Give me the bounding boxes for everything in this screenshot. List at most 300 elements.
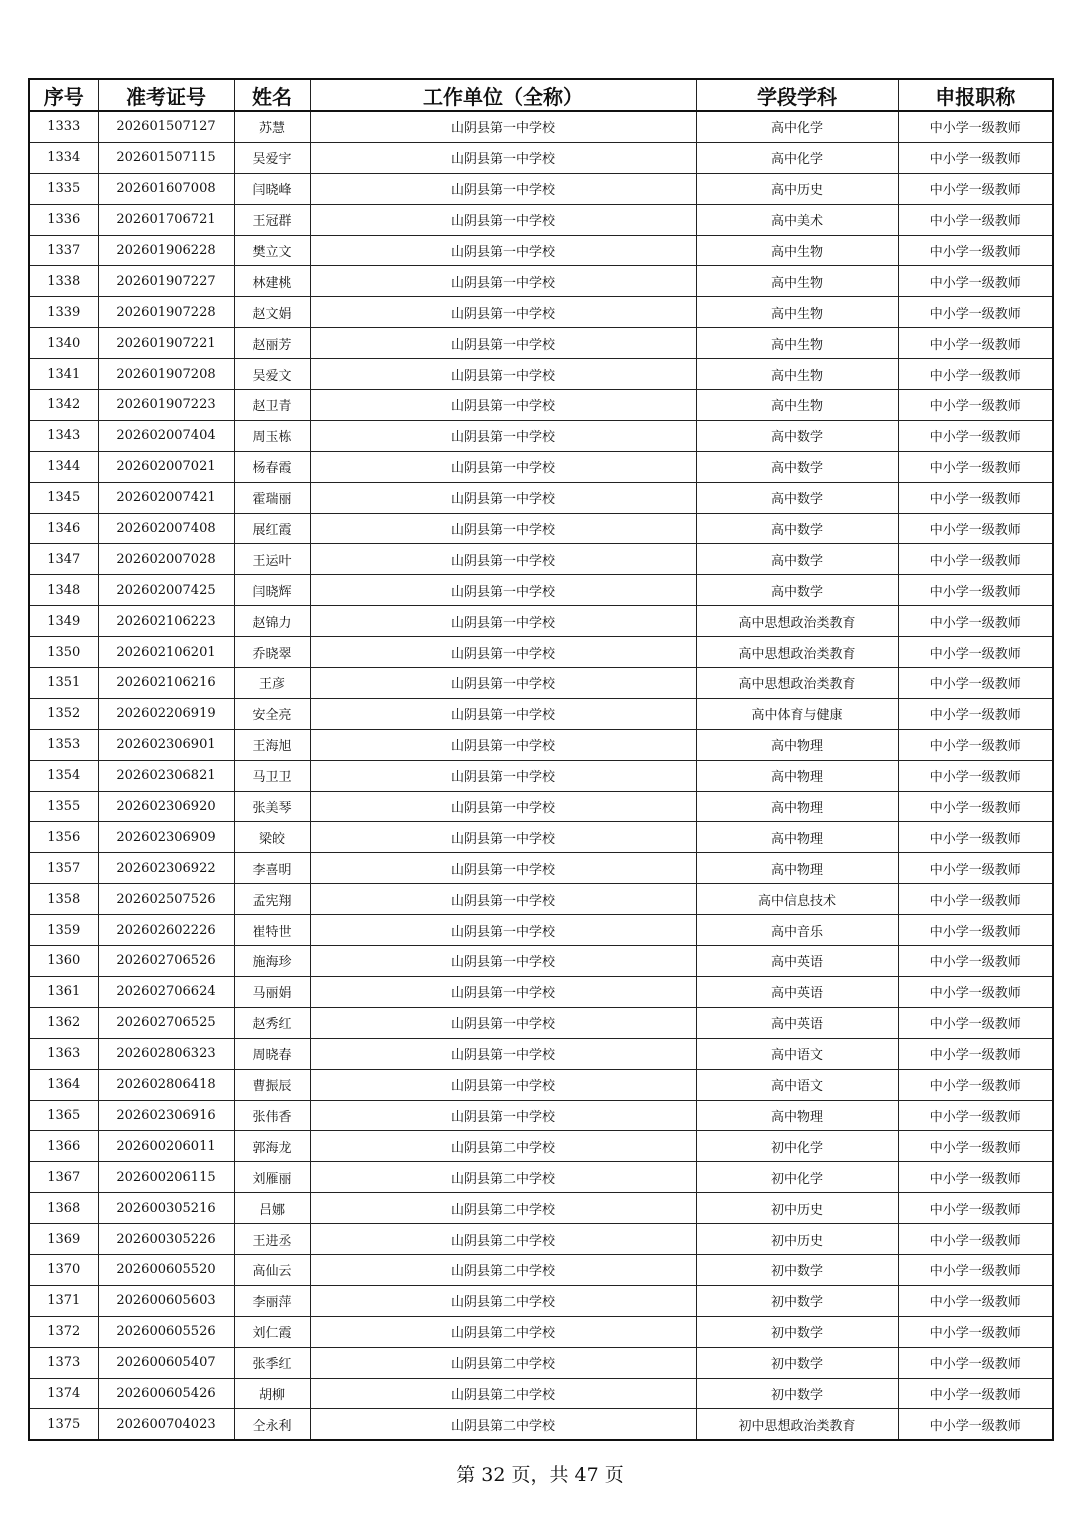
cell-name: 李丽萍 <box>234 1285 310 1316</box>
cell-exam-id: 202602806323 <box>98 1038 234 1069</box>
cell-name: 马卫卫 <box>234 760 310 791</box>
cell-subject: 初中数学 <box>696 1378 898 1409</box>
cell-workplace: 山阴县第一中学校 <box>310 420 696 451</box>
cell-workplace: 山阴县第一中学校 <box>310 513 696 544</box>
cell-index: 1335 <box>29 173 98 204</box>
table-row <box>29 575 1053 606</box>
cell-index: 1348 <box>29 575 98 606</box>
table-body <box>29 111 1053 1440</box>
cell-title: 中小学一级教师 <box>898 359 1053 390</box>
cell-subject: 高中物理 <box>696 1100 898 1131</box>
cell-subject: 高中物理 <box>696 760 898 791</box>
cell-index: 1346 <box>29 513 98 544</box>
cell-index: 1359 <box>29 915 98 946</box>
cell-name: 崔特世 <box>234 915 310 946</box>
cell-title: 中小学一级教师 <box>898 451 1053 482</box>
cell-workplace: 山阴县第一中学校 <box>310 544 696 575</box>
cell-exam-id: 202600605603 <box>98 1285 234 1316</box>
cell-name: 张伟香 <box>234 1100 310 1131</box>
cell-index: 1350 <box>29 637 98 668</box>
cell-subject: 初中数学 <box>696 1316 898 1347</box>
cell-index: 1340 <box>29 328 98 359</box>
cell-name: 赵秀红 <box>234 1007 310 1038</box>
page-footer: 第 32 页，共 47 页 <box>456 1464 624 1486</box>
cell-workplace: 山阴县第一中学校 <box>310 266 696 297</box>
cell-index: 1361 <box>29 976 98 1007</box>
cell-subject: 高中生物 <box>696 235 898 266</box>
cell-workplace: 山阴县第二中学校 <box>310 1162 696 1193</box>
cell-name: 刘雁丽 <box>234 1162 310 1193</box>
cell-workplace: 山阴县第二中学校 <box>310 1254 696 1285</box>
header-row <box>29 79 1053 111</box>
cell-subject: 高中思想政治类教育 <box>696 637 898 668</box>
cell-exam-id: 202600605426 <box>98 1378 234 1409</box>
cell-title: 中小学一级教师 <box>898 111 1053 142</box>
table-row <box>29 1131 1053 1162</box>
cell-name: 赵锦力 <box>234 606 310 637</box>
table-row <box>29 606 1053 637</box>
table-row <box>29 946 1053 977</box>
cell-index: 1365 <box>29 1100 98 1131</box>
table-row <box>29 142 1053 173</box>
cell-exam-id: 202602306916 <box>98 1100 234 1131</box>
cell-index: 1351 <box>29 668 98 699</box>
cell-name: 王彦 <box>234 668 310 699</box>
cell-exam-id: 202602007408 <box>98 513 234 544</box>
cell-exam-id: 202602106201 <box>98 637 234 668</box>
cell-name: 闫晓辉 <box>234 575 310 606</box>
cell-exam-id: 202600605520 <box>98 1254 234 1285</box>
cell-name: 吕娜 <box>234 1193 310 1224</box>
cell-title: 中小学一级教师 <box>898 1162 1053 1193</box>
cell-name: 周玉栋 <box>234 420 310 451</box>
header-exam-id: 准考证号 <box>98 79 234 111</box>
cell-exam-id: 202602306920 <box>98 791 234 822</box>
table-row <box>29 328 1053 359</box>
cell-subject: 高中生物 <box>696 266 898 297</box>
cell-exam-id: 202602106223 <box>98 606 234 637</box>
cell-title: 中小学一级教师 <box>898 513 1053 544</box>
cell-workplace: 山阴县第一中学校 <box>310 328 696 359</box>
cell-subject: 高中化学 <box>696 142 898 173</box>
table-row <box>29 1347 1053 1378</box>
personnel-table <box>28 78 1054 1441</box>
cell-title: 中小学一级教师 <box>898 668 1053 699</box>
cell-subject: 高中数学 <box>696 451 898 482</box>
header-name: 姓名 <box>234 79 310 111</box>
cell-exam-id: 202602806418 <box>98 1069 234 1100</box>
table-row <box>29 1193 1053 1224</box>
cell-workplace: 山阴县第一中学校 <box>310 1100 696 1131</box>
cell-workplace: 山阴县第一中学校 <box>310 976 696 1007</box>
cell-workplace: 山阴县第一中学校 <box>310 791 696 822</box>
cell-name: 王运叶 <box>234 544 310 575</box>
cell-exam-id: 202601907228 <box>98 297 234 328</box>
cell-title: 中小学一级教师 <box>898 1378 1053 1409</box>
table-row <box>29 1254 1053 1285</box>
cell-name: 赵卫青 <box>234 390 310 421</box>
cell-index: 1341 <box>29 359 98 390</box>
cell-exam-id: 202601907223 <box>98 390 234 421</box>
table-row <box>29 1100 1053 1131</box>
cell-subject: 高中语文 <box>696 1069 898 1100</box>
cell-title: 中小学一级教师 <box>898 1069 1053 1100</box>
cell-subject: 高中思想政治类教育 <box>696 668 898 699</box>
cell-title: 中小学一级教师 <box>898 173 1053 204</box>
cell-workplace: 山阴县第二中学校 <box>310 1285 696 1316</box>
cell-workplace: 山阴县第一中学校 <box>310 575 696 606</box>
cell-workplace: 山阴县第一中学校 <box>310 606 696 637</box>
cell-name: 胡柳 <box>234 1378 310 1409</box>
cell-exam-id: 202602106216 <box>98 668 234 699</box>
cell-name: 吴爱宇 <box>234 142 310 173</box>
table-row <box>29 420 1053 451</box>
header-subject: 学段学科 <box>696 79 898 111</box>
cell-index: 1374 <box>29 1378 98 1409</box>
cell-title: 中小学一级教师 <box>898 1316 1053 1347</box>
cell-title: 中小学一级教师 <box>898 915 1053 946</box>
cell-title: 中小学一级教师 <box>898 328 1053 359</box>
cell-subject: 高中物理 <box>696 822 898 853</box>
cell-index: 1342 <box>29 390 98 421</box>
cell-exam-id: 202601706721 <box>98 204 234 235</box>
cell-title: 中小学一级教师 <box>898 1409 1053 1440</box>
table-row <box>29 1069 1053 1100</box>
table-row <box>29 976 1053 1007</box>
cell-index: 1339 <box>29 297 98 328</box>
header-workplace: 工作单位（全称） <box>310 79 696 111</box>
cell-workplace: 山阴县第一中学校 <box>310 637 696 668</box>
cell-workplace: 山阴县第二中学校 <box>310 1193 696 1224</box>
cell-subject: 高中数学 <box>696 544 898 575</box>
cell-workplace: 山阴县第一中学校 <box>310 1007 696 1038</box>
cell-index: 1357 <box>29 853 98 884</box>
table-row <box>29 544 1053 575</box>
cell-workplace: 山阴县第一中学校 <box>310 390 696 421</box>
cell-subject: 初中数学 <box>696 1254 898 1285</box>
cell-workplace: 山阴县第一中学校 <box>310 853 696 884</box>
cell-exam-id: 202602306821 <box>98 760 234 791</box>
cell-index: 1373 <box>29 1347 98 1378</box>
cell-workplace: 山阴县第一中学校 <box>310 142 696 173</box>
cell-workplace: 山阴县第二中学校 <box>310 1378 696 1409</box>
table-row <box>29 1409 1053 1440</box>
cell-workplace: 山阴县第一中学校 <box>310 173 696 204</box>
cell-name: 赵丽芳 <box>234 328 310 359</box>
cell-index: 1344 <box>29 451 98 482</box>
cell-index: 1347 <box>29 544 98 575</box>
cell-name: 王进丞 <box>234 1224 310 1255</box>
cell-name: 展红霞 <box>234 513 310 544</box>
cell-index: 1371 <box>29 1285 98 1316</box>
cell-workplace: 山阴县第二中学校 <box>310 1131 696 1162</box>
cell-title: 中小学一级教师 <box>898 142 1053 173</box>
table-row <box>29 451 1053 482</box>
cell-workplace: 山阴县第一中学校 <box>310 297 696 328</box>
cell-exam-id: 202602706525 <box>98 1007 234 1038</box>
cell-subject: 高中历史 <box>696 173 898 204</box>
cell-title: 中小学一级教师 <box>898 637 1053 668</box>
table-row <box>29 359 1053 390</box>
cell-name: 杨春霞 <box>234 451 310 482</box>
cell-name: 李喜明 <box>234 853 310 884</box>
cell-index: 1356 <box>29 822 98 853</box>
cell-title: 中小学一级教师 <box>898 822 1053 853</box>
cell-name: 赵文娟 <box>234 297 310 328</box>
cell-index: 1354 <box>29 760 98 791</box>
table-row <box>29 1162 1053 1193</box>
table-row <box>29 513 1053 544</box>
cell-index: 1334 <box>29 142 98 173</box>
cell-subject: 高中英语 <box>696 946 898 977</box>
table-row <box>29 173 1053 204</box>
cell-index: 1362 <box>29 1007 98 1038</box>
cell-title: 中小学一级教师 <box>898 606 1053 637</box>
cell-exam-id: 202602007404 <box>98 420 234 451</box>
cell-name: 霍瑞丽 <box>234 482 310 513</box>
cell-subject: 高中思想政治类教育 <box>696 606 898 637</box>
cell-index: 1336 <box>29 204 98 235</box>
cell-exam-id: 202601906228 <box>98 235 234 266</box>
table-row <box>29 822 1053 853</box>
cell-index: 1345 <box>29 482 98 513</box>
header-index: 序号 <box>29 79 98 111</box>
cell-subject: 初中化学 <box>696 1131 898 1162</box>
cell-index: 1364 <box>29 1069 98 1100</box>
cell-subject: 高中数学 <box>696 482 898 513</box>
cell-name: 梁皎 <box>234 822 310 853</box>
table-row <box>29 915 1053 946</box>
table-row <box>29 1316 1053 1347</box>
cell-subject: 初中数学 <box>696 1285 898 1316</box>
cell-exam-id: 202602007425 <box>98 575 234 606</box>
cell-name: 孟宪翔 <box>234 884 310 915</box>
table-row <box>29 1224 1053 1255</box>
cell-exam-id: 202600206011 <box>98 1131 234 1162</box>
cell-title: 中小学一级教师 <box>898 1347 1053 1378</box>
cell-index: 1363 <box>29 1038 98 1069</box>
cell-index: 1366 <box>29 1131 98 1162</box>
cell-exam-id: 202602306909 <box>98 822 234 853</box>
cell-subject: 高中数学 <box>696 513 898 544</box>
cell-exam-id: 202601907227 <box>98 266 234 297</box>
cell-subject: 高中音乐 <box>696 915 898 946</box>
cell-name: 马丽娟 <box>234 976 310 1007</box>
cell-index: 1352 <box>29 698 98 729</box>
cell-title: 中小学一级教师 <box>898 390 1053 421</box>
cell-title: 中小学一级教师 <box>898 760 1053 791</box>
cell-subject: 高中物理 <box>696 791 898 822</box>
cell-workplace: 山阴县第一中学校 <box>310 1038 696 1069</box>
cell-subject: 初中化学 <box>696 1162 898 1193</box>
cell-title: 中小学一级教师 <box>898 976 1053 1007</box>
cell-exam-id: 202600305226 <box>98 1224 234 1255</box>
cell-title: 中小学一级教师 <box>898 1254 1053 1285</box>
cell-index: 1368 <box>29 1193 98 1224</box>
cell-name: 乔晓翠 <box>234 637 310 668</box>
cell-name: 曹振辰 <box>234 1069 310 1100</box>
cell-exam-id: 202600704023 <box>98 1409 234 1440</box>
cell-index: 1349 <box>29 606 98 637</box>
cell-workplace: 山阴县第一中学校 <box>310 884 696 915</box>
cell-workplace: 山阴县第一中学校 <box>310 235 696 266</box>
cell-workplace: 山阴县第二中学校 <box>310 1316 696 1347</box>
cell-name: 施海珍 <box>234 946 310 977</box>
cell-subject: 高中物理 <box>696 853 898 884</box>
cell-title: 中小学一级教师 <box>898 204 1053 235</box>
cell-exam-id: 202601507127 <box>98 111 234 142</box>
cell-subject: 高中数学 <box>696 420 898 451</box>
table-row <box>29 482 1053 513</box>
cell-exam-id: 202602306901 <box>98 729 234 760</box>
cell-exam-id: 202601907208 <box>98 359 234 390</box>
cell-title: 中小学一级教师 <box>898 729 1053 760</box>
cell-title: 中小学一级教师 <box>898 1193 1053 1224</box>
table-row <box>29 637 1053 668</box>
table-row <box>29 111 1053 142</box>
table-row <box>29 1038 1053 1069</box>
cell-title: 中小学一级教师 <box>898 1285 1053 1316</box>
header-title: 申报职称 <box>898 79 1053 111</box>
cell-title: 中小学一级教师 <box>898 266 1053 297</box>
table-row <box>29 760 1053 791</box>
cell-workplace: 山阴县第一中学校 <box>310 1069 696 1100</box>
cell-name: 吴爱文 <box>234 359 310 390</box>
cell-title: 中小学一级教师 <box>898 853 1053 884</box>
cell-title: 中小学一级教师 <box>898 1224 1053 1255</box>
cell-subject: 高中体育与健康 <box>696 698 898 729</box>
cell-name: 安全亮 <box>234 698 310 729</box>
cell-workplace: 山阴县第一中学校 <box>310 111 696 142</box>
cell-title: 中小学一级教师 <box>898 1131 1053 1162</box>
table-row <box>29 1378 1053 1409</box>
cell-exam-id: 202602706526 <box>98 946 234 977</box>
table-row <box>29 204 1053 235</box>
table-row <box>29 698 1053 729</box>
table-row <box>29 668 1053 699</box>
cell-workplace: 山阴县第二中学校 <box>310 1409 696 1440</box>
cell-subject: 高中英语 <box>696 976 898 1007</box>
cell-subject: 高中物理 <box>696 729 898 760</box>
cell-index: 1337 <box>29 235 98 266</box>
cell-subject: 高中语文 <box>696 1038 898 1069</box>
cell-workplace: 山阴县第一中学校 <box>310 729 696 760</box>
cell-title: 中小学一级教师 <box>898 420 1053 451</box>
cell-workplace: 山阴县第一中学校 <box>310 204 696 235</box>
document-sheet <box>28 78 1052 1441</box>
cell-name: 张季红 <box>234 1347 310 1378</box>
cell-name: 苏慧 <box>234 111 310 142</box>
table-row <box>29 1285 1053 1316</box>
cell-index: 1358 <box>29 884 98 915</box>
cell-index: 1355 <box>29 791 98 822</box>
cell-subject: 高中生物 <box>696 297 898 328</box>
cell-exam-id: 202602007421 <box>98 482 234 513</box>
cell-subject: 高中英语 <box>696 1007 898 1038</box>
cell-title: 中小学一级教师 <box>898 575 1053 606</box>
cell-name: 王冠群 <box>234 204 310 235</box>
table-row <box>29 729 1053 760</box>
cell-title: 中小学一级教师 <box>898 235 1053 266</box>
cell-title: 中小学一级教师 <box>898 791 1053 822</box>
cell-index: 1372 <box>29 1316 98 1347</box>
cell-exam-id: 202602507526 <box>98 884 234 915</box>
cell-subject: 高中生物 <box>696 359 898 390</box>
cell-workplace: 山阴县第二中学校 <box>310 1224 696 1255</box>
cell-exam-id: 202602706624 <box>98 976 234 1007</box>
cell-title: 中小学一级教师 <box>898 1038 1053 1069</box>
cell-title: 中小学一级教师 <box>898 884 1053 915</box>
cell-workplace: 山阴县第一中学校 <box>310 822 696 853</box>
cell-name: 仝永利 <box>234 1409 310 1440</box>
cell-exam-id: 202601507115 <box>98 142 234 173</box>
cell-exam-id: 202601907221 <box>98 328 234 359</box>
cell-name: 林建桃 <box>234 266 310 297</box>
cell-exam-id: 202600305216 <box>98 1193 234 1224</box>
table-row <box>29 884 1053 915</box>
cell-workplace: 山阴县第一中学校 <box>310 760 696 791</box>
cell-name: 刘仁霞 <box>234 1316 310 1347</box>
cell-exam-id: 202601607008 <box>98 173 234 204</box>
cell-name: 闫晓峰 <box>234 173 310 204</box>
cell-index: 1367 <box>29 1162 98 1193</box>
cell-title: 中小学一级教师 <box>898 946 1053 977</box>
cell-index: 1353 <box>29 729 98 760</box>
cell-subject: 高中化学 <box>696 111 898 142</box>
cell-exam-id: 202602306922 <box>98 853 234 884</box>
table-row <box>29 853 1053 884</box>
cell-exam-id: 202602007021 <box>98 451 234 482</box>
cell-name: 王海旭 <box>234 729 310 760</box>
cell-title: 中小学一级教师 <box>898 1007 1053 1038</box>
cell-exam-id: 202600605526 <box>98 1316 234 1347</box>
cell-subject: 高中生物 <box>696 390 898 421</box>
cell-subject: 初中历史 <box>696 1224 898 1255</box>
cell-index: 1360 <box>29 946 98 977</box>
table-row <box>29 1007 1053 1038</box>
cell-exam-id: 202600605407 <box>98 1347 234 1378</box>
cell-workplace: 山阴县第一中学校 <box>310 915 696 946</box>
cell-subject: 初中数学 <box>696 1347 898 1378</box>
cell-index: 1375 <box>29 1409 98 1440</box>
cell-name: 张美琴 <box>234 791 310 822</box>
cell-name: 樊立文 <box>234 235 310 266</box>
cell-workplace: 山阴县第一中学校 <box>310 451 696 482</box>
cell-exam-id: 202602602226 <box>98 915 234 946</box>
cell-index: 1343 <box>29 420 98 451</box>
cell-index: 1369 <box>29 1224 98 1255</box>
cell-workplace: 山阴县第一中学校 <box>310 668 696 699</box>
cell-title: 中小学一级教师 <box>898 1100 1053 1131</box>
cell-index: 1370 <box>29 1254 98 1285</box>
cell-workplace: 山阴县第一中学校 <box>310 359 696 390</box>
table-row <box>29 297 1053 328</box>
cell-subject: 高中信息技术 <box>696 884 898 915</box>
cell-workplace: 山阴县第一中学校 <box>310 698 696 729</box>
table-row <box>29 235 1053 266</box>
table-row <box>29 791 1053 822</box>
cell-title: 中小学一级教师 <box>898 698 1053 729</box>
cell-workplace: 山阴县第一中学校 <box>310 946 696 977</box>
cell-subject: 初中思想政治类教育 <box>696 1409 898 1440</box>
table-row <box>29 266 1053 297</box>
cell-subject: 高中数学 <box>696 575 898 606</box>
cell-title: 中小学一级教师 <box>898 297 1053 328</box>
cell-workplace: 山阴县第一中学校 <box>310 482 696 513</box>
cell-workplace: 山阴县第二中学校 <box>310 1347 696 1378</box>
cell-name: 郭海龙 <box>234 1131 310 1162</box>
table-row <box>29 390 1053 421</box>
